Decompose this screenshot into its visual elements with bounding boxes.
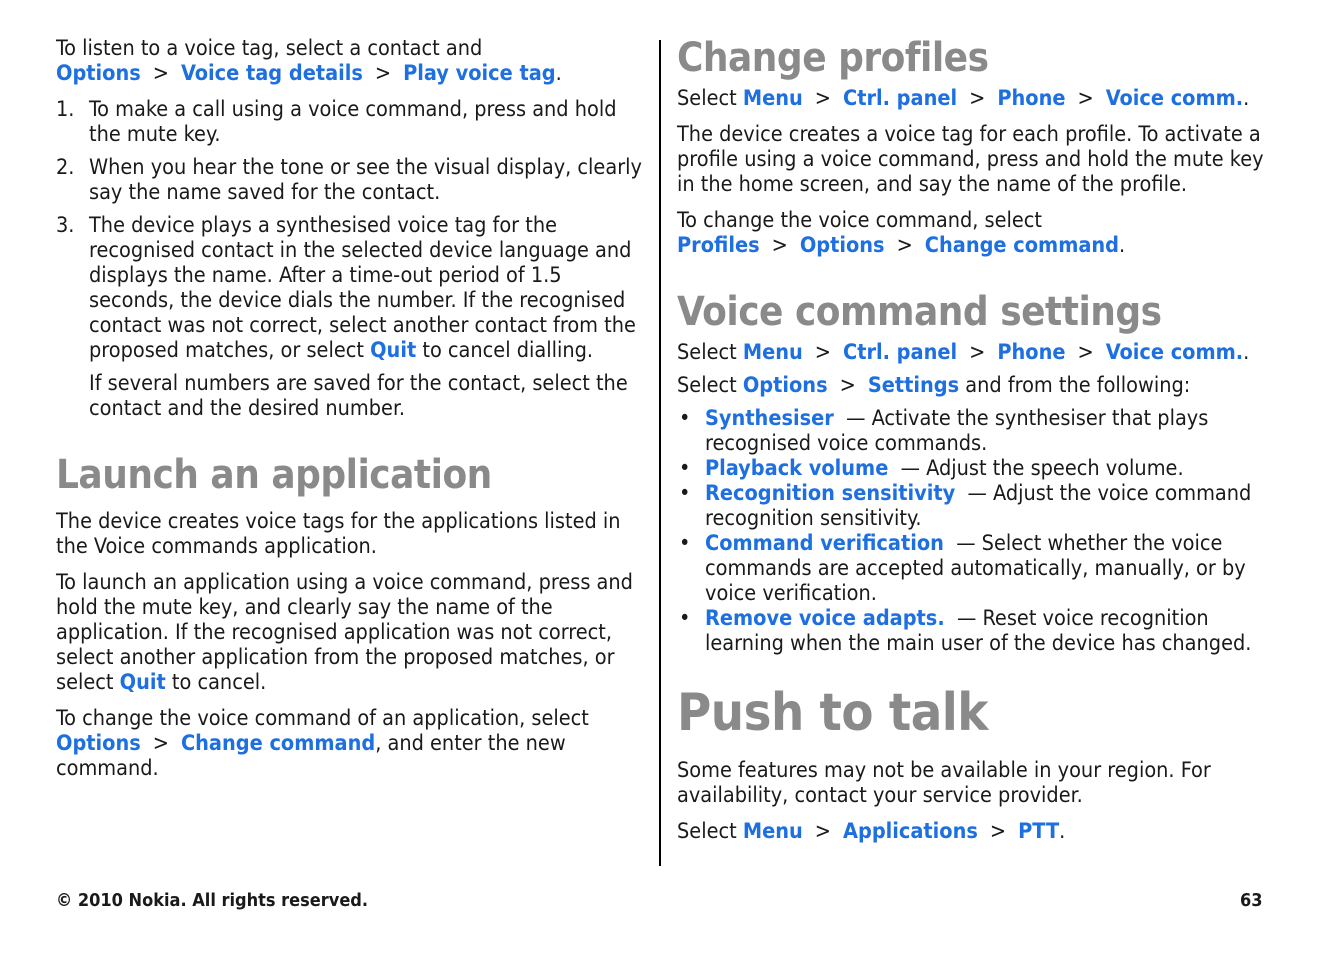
quit-link[interactable]: Quit [370, 338, 417, 363]
menu-link[interactable]: Menu [742, 340, 803, 365]
voice-tag-details-link[interactable]: Voice tag details [180, 61, 363, 86]
footer-copyright: © 2010 Nokia. All rights reserved. [56, 890, 369, 911]
list-item: • Command verification — Select whether the voice commands are accepted automatically, manually, or by voice verification. [679, 531, 1246, 606]
list-item: • Remove voice adapts. — Reset voice recognition learning when the main user of the device has changed. [679, 606, 1252, 656]
play-voice-tag-link[interactable]: Play voice tag [403, 61, 556, 86]
list-item: 3. The device plays a synthesised voice tag for the recognised contact in the selected device language and displays the name. After a time-out period of 1.5 seconds, the device dials the number. If the recognised contact was not correct, select another contact from the proposed matches, or select Quit to cancel dialling. [56, 213, 636, 363]
list-item: • Playback volume — Adjust the speech volume. [679, 456, 1184, 481]
menu-link[interactable]: Menu [742, 86, 803, 111]
phone-link[interactable]: Phone [997, 86, 1066, 111]
profiles-paragraph-2: To change the voice command, select Profiles > Options > Change command. [677, 208, 1126, 258]
voice-comm-link[interactable]: Voice comm. [1105, 340, 1244, 365]
synthesiser-link[interactable]: Synthesiser [705, 406, 834, 431]
ptt-select-path: Select Menu > Applications > PTT. [677, 819, 1066, 844]
options-link[interactable]: Options [799, 233, 885, 258]
launch-paragraph-2: To launch an application using a voice command, press and hold the mute key, and clearly say the name of the application. If the recognised application was not correct, select another application from the proposed matches, or select Quit to cancel. [56, 570, 633, 695]
remove-voice-adapts-link[interactable]: Remove voice adapts. [705, 606, 945, 631]
options-link[interactable]: Options [56, 61, 141, 86]
right-column [677, 34, 1267, 855]
settings-link[interactable]: Settings [867, 373, 960, 398]
profiles-link[interactable]: Profiles [677, 233, 760, 258]
step-note: If several numbers are saved for the contact, select the contact and the desired number. [89, 371, 628, 421]
ptt-link[interactable]: PTT [1018, 819, 1060, 844]
steps-list [56, 97, 646, 363]
launch-paragraph-1: The device creates voice tags for the applications listed in the Voice commands application. [56, 509, 621, 559]
ptt-paragraph: Some features may not be available in your region. For availability, contact your service provider. [677, 758, 1211, 808]
options-link[interactable]: Options [56, 731, 141, 756]
list-item: • Synthesiser — Activate the synthesiser that plays recognised voice commands. [679, 406, 1209, 456]
voice-command-settings-heading: Voice command settings [677, 289, 1162, 335]
launch-heading: Launch an application [56, 452, 492, 498]
list-item: 2. When you hear the tone or see the visual display, clearly say the name saved for the contact. [56, 155, 642, 205]
command-verification-link[interactable]: Command verification [705, 531, 944, 556]
voice-comm-link[interactable]: Voice comm. [1105, 86, 1244, 111]
quit-link[interactable]: Quit [119, 670, 166, 695]
list-item: 1. To make a call using a voice command, press and hold the mute key. [56, 97, 617, 147]
options-link[interactable]: Options [742, 373, 828, 398]
push-to-talk-heading: Push to talk [677, 683, 988, 743]
profiles-select-path: Select Menu > Ctrl. panel > Phone > Voice comm.. [677, 86, 1250, 111]
change-command-link[interactable]: Change command [924, 233, 1120, 258]
settings-select-options: Select Options > Settings and from the following: [677, 373, 1191, 398]
column-divider [659, 40, 661, 866]
ctrl-panel-link[interactable]: Ctrl. panel [843, 86, 958, 111]
profiles-paragraph-1: The device creates a voice tag for each profile. To activate a profile using a voice command, press and hold the mute key in the home screen, and say the name of the profile. [677, 122, 1264, 197]
recognition-sensitivity-link[interactable]: Recognition sensitivity [705, 481, 956, 506]
change-profiles-heading: Change profiles [677, 35, 989, 81]
playback-volume-link[interactable]: Playback volume [705, 456, 889, 481]
applications-link[interactable]: Applications [843, 819, 978, 844]
settings-list [677, 406, 1267, 656]
left-column [56, 36, 646, 792]
list-item: • Recognition sensitivity — Adjust the voice command recognition sensitivity. [679, 481, 1252, 531]
settings-select-path: Select Menu > Ctrl. panel > Phone > Voice comm.. [677, 340, 1250, 365]
launch-paragraph-3: To change the voice command of an application, select Options > Change command, and enter the new command. [56, 706, 589, 781]
menu-link[interactable]: Menu [742, 819, 803, 844]
phone-link[interactable]: Phone [997, 340, 1066, 365]
intro-paragraph: To listen to a voice tag, select a contact and Options > Voice tag details > Play voice tag. [56, 36, 562, 86]
page-number: 63 [1240, 890, 1263, 911]
change-command-link[interactable]: Change command [180, 731, 376, 756]
ctrl-panel-link[interactable]: Ctrl. panel [843, 340, 958, 365]
